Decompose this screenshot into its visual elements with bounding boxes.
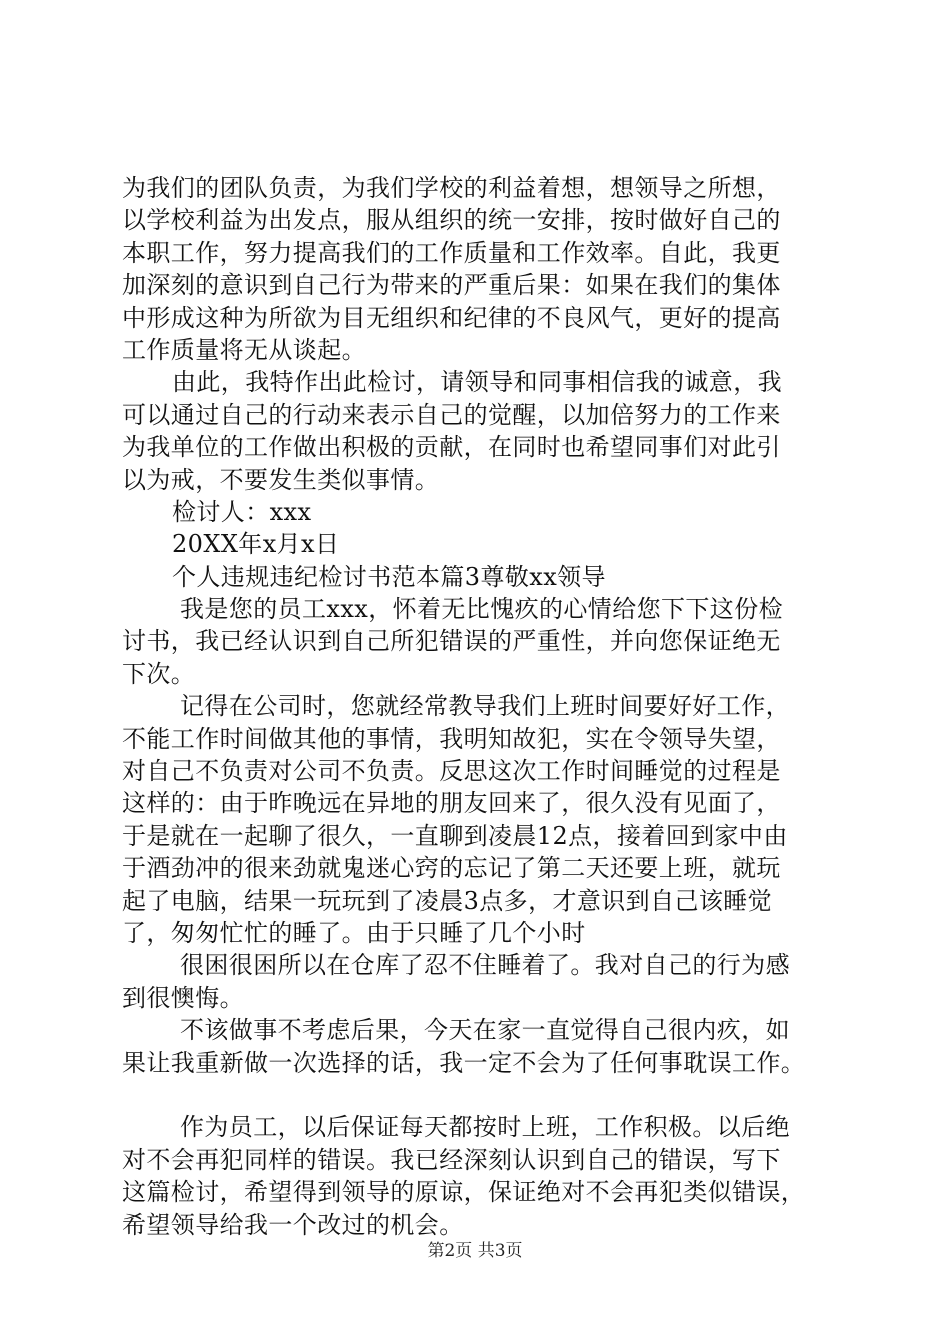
paragraph-start-line: 作为员工，以后保证每天都按时上班，工作积极。以后绝 — [180, 1113, 790, 1142]
text-line: 不能工作时间做其他的事情，我明知故犯，实在令领导失望， — [122, 724, 781, 753]
paragraph-start-line: 记得在公司时，您就经常教导我们上班时间要好好工作， — [180, 692, 790, 721]
text-line: 于是就在一起聊了很久，一直聊到凌晨12点，接着回到家中由 — [122, 821, 788, 850]
text-line: 希望领导给我一个改过的机会。 — [122, 1210, 464, 1239]
text-line: 可以通过自己的行动来表示自己的觉醒，以加倍努力的工作来 — [122, 400, 781, 429]
text-line: 加深刻的意识到自己行为带来的严重后果：如果在我们的集体 — [122, 271, 781, 300]
text-line: 本职工作，努力提高我们的工作质量和工作效率。自此，我更 — [122, 238, 781, 267]
text-line: 对自己不负责对公司不负责。反思这次工作时间睡觉的过程是 — [122, 757, 781, 786]
text-line: 于酒劲冲的很来劲就鬼迷心窍的忘记了第二天还要上班，就玩 — [122, 854, 781, 883]
paragraph-start-line: 很困很困所以在仓库了忍不住睡着了。我对自己的行为感 — [180, 951, 790, 980]
text-line: 以学校利益为出发点，服从组织的统一安排，按时做好自己的 — [122, 206, 781, 235]
text-line: 这样的：由于昨晚远在异地的朋友回来了，很久没有见面了， — [122, 789, 781, 818]
text-line: 果让我重新做一次选择的话，我一定不会为了任何事耽误工作。 — [122, 1048, 806, 1077]
paragraph-start-line: 由此，我特作出此检讨，请领导和同事相信我的诚意，我 — [172, 368, 782, 397]
signature-line: 检讨人：xxx — [172, 497, 312, 526]
paragraph-start-line: 不该做事不考虑后果，今天在家一直觉得自己很内疚，如 — [180, 1016, 790, 1045]
text-line: 为我们的团队负责，为我们学校的利益着想，想领导之所想， — [122, 174, 781, 202]
text-line: 这篇检讨，希望得到领导的原谅，保证绝对不会再犯类似错误， — [122, 1178, 806, 1207]
page-number-footer: 第2页 共3页 — [427, 1241, 523, 1261]
text-line: 到很懊悔。 — [122, 983, 244, 1012]
text-line: 起了电脑，结果一玩玩到了凌晨3点多，才意识到自己该睡觉 — [122, 886, 773, 915]
text-line: 了，匆匆忙忙的睡了。由于只睡了几个小时 — [122, 918, 586, 947]
text-line: 工作质量将无从谈起。 — [122, 335, 366, 364]
text-line: 中形成这种为所欲为目无组织和纪律的不良风气，更好的提高 — [122, 303, 781, 332]
section-heading: 个人违规违纪检讨书范本篇3尊敬xx领导 — [172, 562, 606, 591]
text-line: 对不会再犯同样的错误。我已经深刻认识到自己的错误，写下 — [122, 1145, 781, 1174]
paragraph-start-line: 我是您的员工xxx，怀着无比愧疚的心情给您下下这份检 — [180, 595, 784, 624]
date-line: 20XX年x月x日 — [172, 530, 340, 559]
paragraph-gap — [122, 1079, 842, 1111]
text-line: 以为戒，不要发生类似事情。 — [122, 465, 440, 494]
text-line: 下次。 — [122, 659, 196, 688]
text-line: 为我单位的工作做出积极的贡献，在同时也希望同事们对此引 — [122, 433, 781, 462]
text-line: 讨书，我已经认识到自己所犯错误的严重性，并向您保证绝无 — [122, 627, 781, 656]
document-body — [122, 172, 842, 1241]
